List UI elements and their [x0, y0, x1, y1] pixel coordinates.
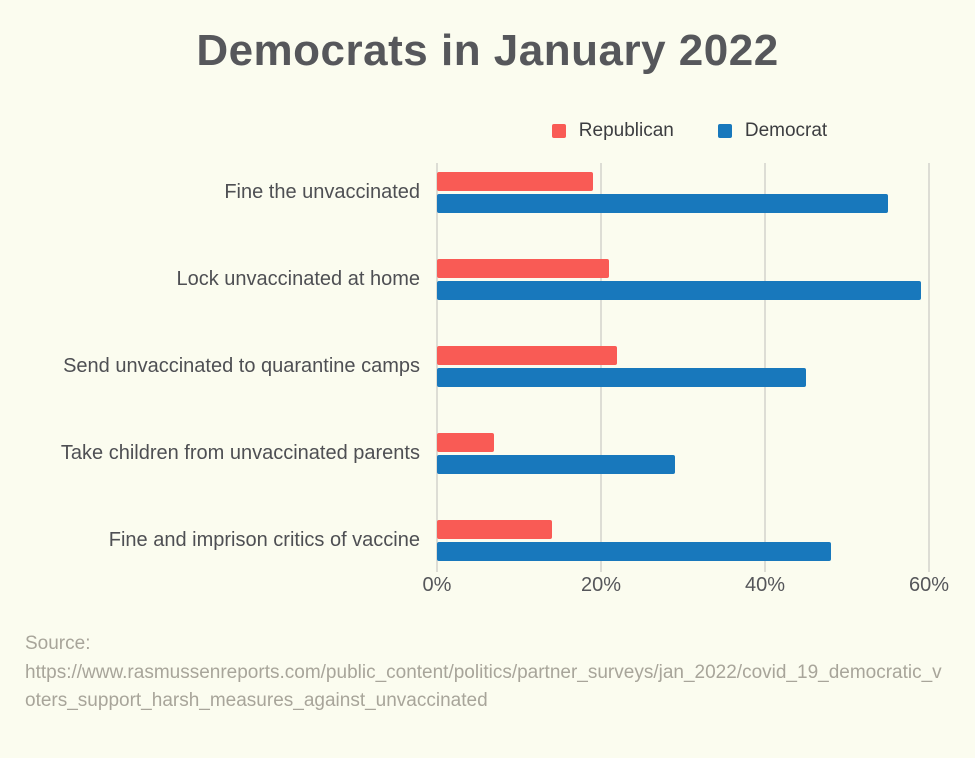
chart-rows [25, 149, 942, 584]
bar-republican [437, 346, 617, 365]
legend-swatch-democrat [718, 124, 732, 138]
bar-republican [437, 433, 494, 452]
x-tick-60%: 60% [908, 574, 950, 596]
bar-group [437, 520, 942, 561]
bar-republican [437, 259, 609, 278]
chart-row [25, 236, 942, 323]
x-tick-40%: 40% [744, 574, 786, 596]
bar-democrat [437, 455, 675, 474]
chart-row [25, 497, 942, 584]
chart-title: Democrats in January 2022 [196, 26, 779, 75]
legend [437, 120, 942, 142]
bar-republican [437, 172, 593, 191]
legend-swatch-republican [552, 124, 566, 138]
source-note [25, 630, 950, 716]
legend-item-republican [552, 120, 674, 142]
legend-item-democrat [718, 120, 827, 142]
bar-democrat [437, 368, 806, 387]
bar-democrat [437, 194, 888, 213]
bar-republican [437, 520, 552, 539]
x-tick-20%: 20% [580, 574, 622, 596]
category-label: Fine the unvaccinated [224, 181, 420, 203]
legend-label: Democrat [744, 120, 828, 141]
bar-group [437, 433, 942, 474]
chart-row [25, 149, 942, 236]
category-label: Send unvaccinated to quarantine camps [63, 355, 420, 377]
source-label: Source: [25, 633, 91, 654]
legend-label: Republican [578, 120, 674, 141]
bar-group [437, 259, 942, 300]
x-tick-0%: 0% [422, 574, 452, 596]
bar-group [437, 346, 942, 387]
x-axis [422, 574, 950, 604]
bar-chart [25, 149, 950, 604]
category-label: Fine and imprison critics of vaccine [108, 529, 420, 551]
bar-democrat [437, 542, 831, 561]
bar-group [437, 172, 942, 213]
category-label: Take children from unvaccinated parents [60, 442, 420, 464]
chart-row [25, 323, 942, 410]
chart-row [25, 410, 942, 497]
bar-democrat [437, 281, 921, 300]
category-label: Lock unvaccinated at home [176, 268, 420, 290]
source-url: https://www.rasmussenreports.com/public_content/politics/partner_surveys/jan_2022/covid_19_democratic_voters_support_harsh_measures_against_unvaccinated [25, 661, 942, 711]
